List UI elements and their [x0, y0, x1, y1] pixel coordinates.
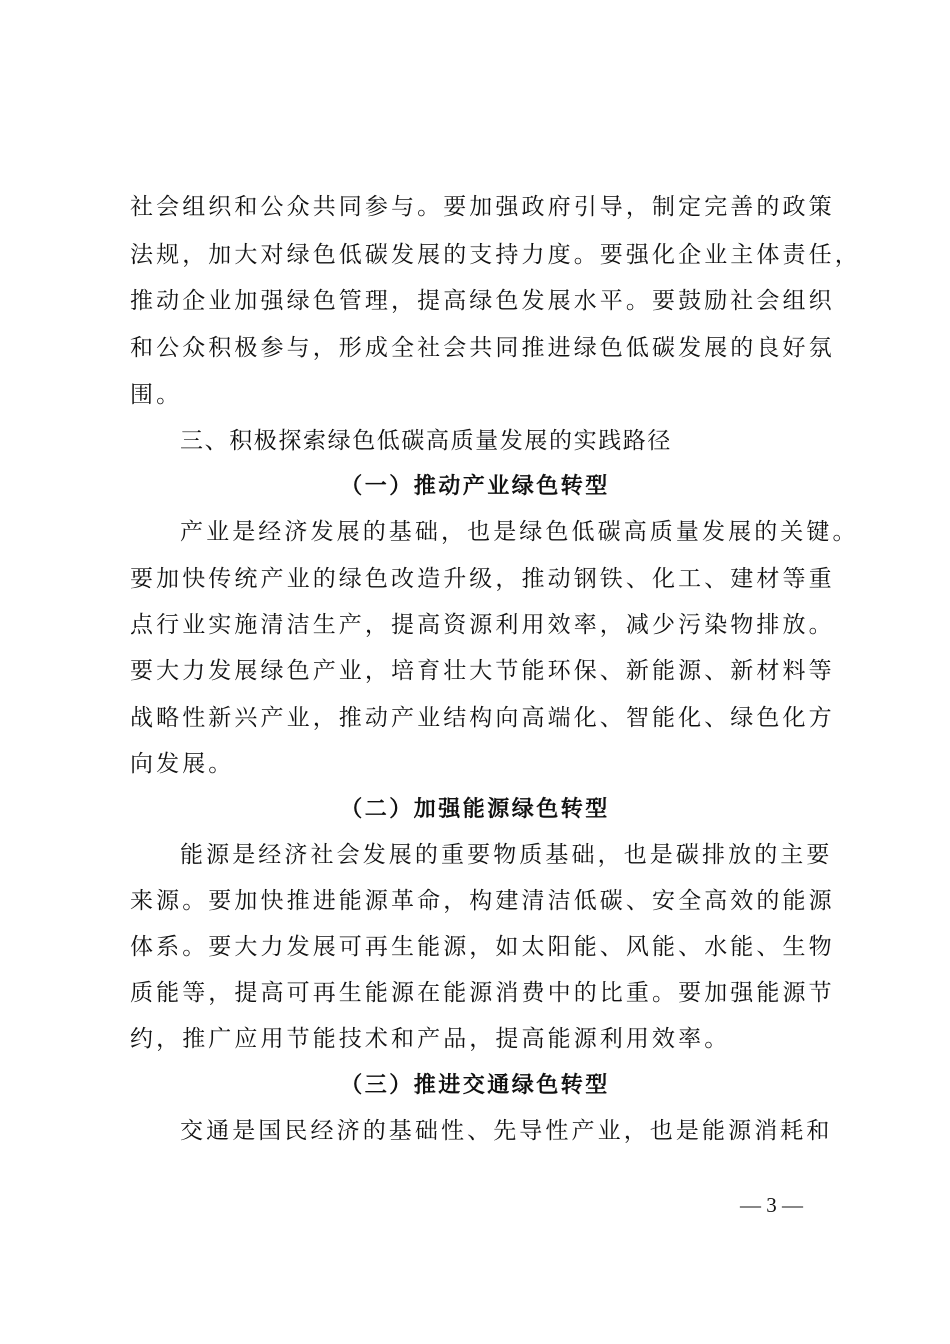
paragraph-line: 战略性新兴产业，推动产业结构向高端化、智能化、绿色化方 [130, 705, 835, 731]
paragraph-line: 交通是国民经济的基础性、先导性产业，也是能源消耗和 [180, 1118, 833, 1144]
paragraph-line: 法规，加大对绿色低碳发展的支持力度。要强化企业主体责任， [130, 242, 861, 268]
paragraph-line: 点行业实施清洁生产，提高资源利用效率，减少污染物排放。 [130, 612, 835, 638]
paragraph-line: 和公众积极参与，形成全社会共同推进绿色低碳发展的良好氛 [130, 335, 835, 361]
paragraph-line: 社会组织和公众共同参与。要加强政府引导，制定完善的政策 [130, 194, 835, 220]
paragraph-line: 围。 [130, 382, 183, 408]
subsection-title: （一）推动产业绿色转型 [340, 473, 610, 499]
page-number: — 3 — [740, 1193, 803, 1217]
subsection-title: （二）加强能源绿色转型 [340, 796, 610, 822]
section-heading: 三、积极探索绿色低碳高质量发展的实践路径 [180, 428, 672, 454]
paragraph-line: 产业是经济发展的基础，也是绿色低碳高质量发展的关键。 [180, 519, 859, 545]
paragraph-line: 体系。要大力发展可再生能源，如太阳能、风能、水能、生物 [130, 934, 835, 960]
paragraph-line: 推动企业加强绿色管理，提高绿色发展水平。要鼓励社会组织 [130, 288, 835, 314]
paragraph-line: 质能等，提高可再生能源在能源消费中的比重。要加强能源节 [130, 980, 835, 1006]
paragraph-line: 来源。要加快推进能源革命，构建清洁低碳、安全高效的能源 [130, 888, 835, 914]
paragraph-line: 要大力发展绿色产业，培育壮大节能环保、新能源、新材料等 [130, 658, 835, 684]
paragraph-line: 能源是经济社会发展的重要物质基础，也是碳排放的主要 [180, 842, 833, 868]
subsection-title: （三）推进交通绿色转型 [340, 1072, 610, 1098]
paragraph-line: 要加快传统产业的绿色改造升级，推动钢铁、化工、建材等重 [130, 566, 835, 592]
paragraph-line: 约，推广应用节能技术和产品，提高能源利用效率。 [130, 1026, 731, 1052]
paragraph-line: 向发展。 [130, 751, 235, 777]
